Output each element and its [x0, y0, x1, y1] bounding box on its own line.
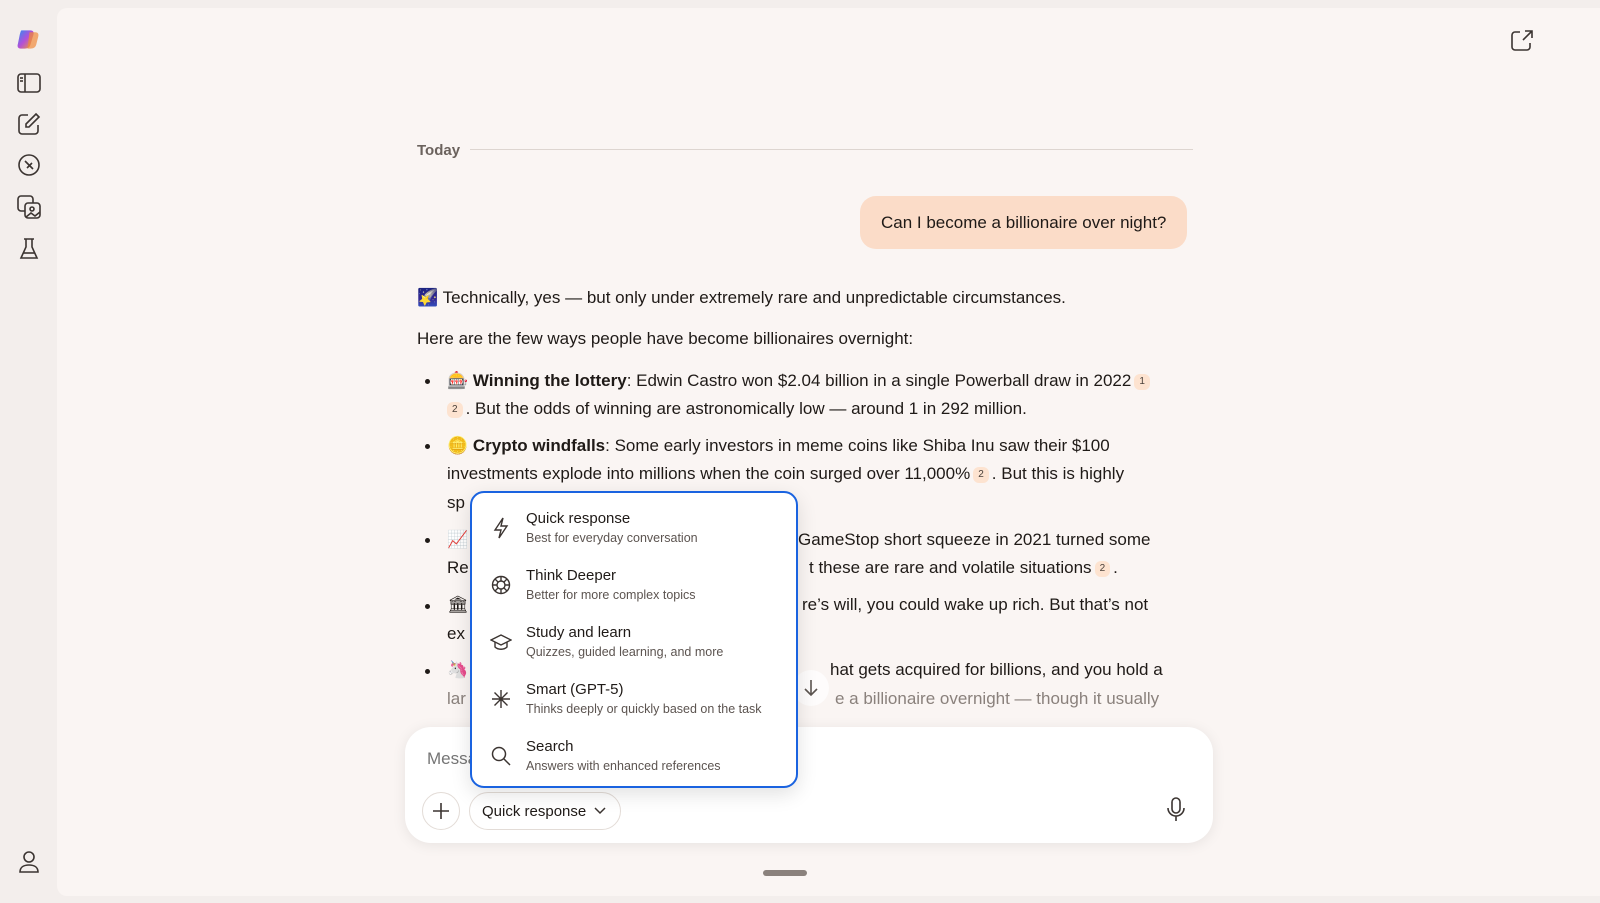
menu-item-think-deeper[interactable] — [472, 556, 796, 613]
menu-item-title: Quick response — [526, 510, 631, 527]
menu-item-subtitle: Thinks deeply or quickly based on the task — [526, 702, 762, 716]
chevron-down-icon — [594, 807, 606, 815]
plus-icon — [432, 802, 450, 820]
citation[interactable]: 2 — [447, 402, 463, 418]
mode-label: Quick response — [482, 802, 587, 820]
graduation-cap-icon — [490, 631, 512, 653]
bullet-text: t these are rare and volatile situations — [809, 558, 1092, 577]
imagine-icon[interactable] — [16, 194, 41, 219]
bullet-crypto-cont — [447, 460, 1124, 488]
new-chat-icon[interactable] — [16, 111, 41, 136]
response-intro — [417, 284, 1066, 312]
bullet-text: GameStop short squeeze in 2021 turned some — [798, 530, 1151, 549]
citation[interactable]: 2 — [1095, 561, 1111, 577]
menu-item-title: Study and learn — [526, 624, 632, 641]
bullet-title: Crypto windfalls — [472, 436, 606, 455]
citation[interactable]: 1 — [1134, 374, 1150, 390]
bullet-text-line — [809, 554, 1118, 582]
response-lead: Here are the few ways people have become billionaires overnight: — [417, 329, 914, 348]
arrow-down-icon — [803, 679, 819, 697]
bank-emoji-icon: 🏛 — [447, 595, 469, 614]
coin-icon: 🪙 — [447, 436, 469, 455]
bullet-text: sp — [447, 493, 465, 512]
unicorn-emoji-icon: 🦄 — [447, 660, 469, 679]
bullet-text: . But the odds of winning are astronomically low — around 1 in 292 million. — [465, 399, 1027, 418]
menu-item-subtitle: Best for everyday conversation — [526, 531, 698, 545]
bullet — [425, 604, 430, 609]
menu-item-title: Search — [526, 738, 574, 755]
bullet-text: lar — [447, 689, 466, 708]
slot-machine-icon: 🎰 — [447, 371, 469, 390]
bullet — [425, 379, 430, 384]
mode-menu — [470, 491, 798, 788]
bullet-text: hat gets acquired for billions, and you hold a — [830, 660, 1163, 679]
discover-icon[interactable] — [16, 152, 41, 177]
bullet-text: . — [1113, 558, 1118, 577]
intro-text: Technically, yes — but only under extremely rare and unpredictable circumstances. — [442, 288, 1066, 307]
menu-item-title: Smart (GPT-5) — [526, 681, 624, 698]
menu-item-subtitle: Answers with enhanced references — [526, 759, 721, 773]
share-icon[interactable] — [1510, 28, 1534, 57]
copilot-logo-icon[interactable] — [16, 26, 41, 51]
microphone-icon[interactable] — [1165, 797, 1187, 828]
bullet-text: : Some early investors in meme coins like Shiba Inu saw their $100 — [605, 436, 1110, 455]
date-separator: Today — [417, 142, 461, 159]
sidebar — [0, 0, 57, 903]
sidebar-toggle-icon[interactable] — [16, 70, 41, 95]
user-message: Can I become a billionaire over night? — [860, 196, 1187, 249]
scroll-down-button[interactable] — [793, 670, 829, 706]
bullet-text: investments explode into millions when the coin surged over 11,000% — [447, 464, 971, 483]
chart-emoji-icon: 📈 — [447, 530, 469, 549]
profile-icon[interactable] — [16, 849, 41, 874]
search-icon — [490, 745, 512, 767]
bullet — [425, 669, 430, 674]
lightning-icon — [490, 517, 512, 539]
bullet-text: : Edwin Castro won $2.04 billion in a single Powerball draw in 2022 — [626, 371, 1132, 390]
mode-selector[interactable] — [469, 792, 621, 830]
bullet-text: . But this is highly — [991, 464, 1125, 483]
sparkle-icon — [490, 688, 512, 710]
add-button[interactable] — [422, 792, 460, 830]
bullet-text: ex — [447, 624, 465, 643]
citation[interactable]: 2 — [973, 467, 989, 483]
chat-area — [57, 8, 1600, 896]
menu-item-smart-gpt5[interactable] — [472, 670, 796, 727]
menu-item-title: Think Deeper — [526, 567, 617, 584]
bullet-lottery — [447, 367, 1153, 395]
divider — [470, 149, 1193, 150]
bullet-text: e a billionaire overnight — though it usually — [835, 689, 1160, 708]
menu-item-search[interactable] — [472, 727, 796, 784]
menu-item-quick-response[interactable] — [472, 499, 796, 556]
sparkle-emoji-icon: 🌠 — [417, 288, 439, 307]
menu-item-subtitle: Quizzes, guided learning, and more — [526, 645, 724, 659]
bullet-text: re’s will, you could wake up rich. But that’s not — [802, 595, 1149, 614]
bullet — [425, 444, 430, 449]
menu-item-study-and-learn[interactable] — [472, 613, 796, 670]
bullet-text: Re — [447, 558, 469, 577]
think-icon — [490, 574, 512, 596]
resize-handle[interactable] — [763, 870, 807, 876]
bullet — [425, 538, 430, 543]
bullet-lottery-cont — [447, 395, 1027, 423]
menu-item-subtitle: Better for more complex topics — [526, 588, 696, 602]
bullet-crypto — [447, 432, 1110, 460]
labs-flask-icon[interactable] — [16, 236, 41, 261]
bullet-title: Winning the lottery — [472, 371, 627, 390]
